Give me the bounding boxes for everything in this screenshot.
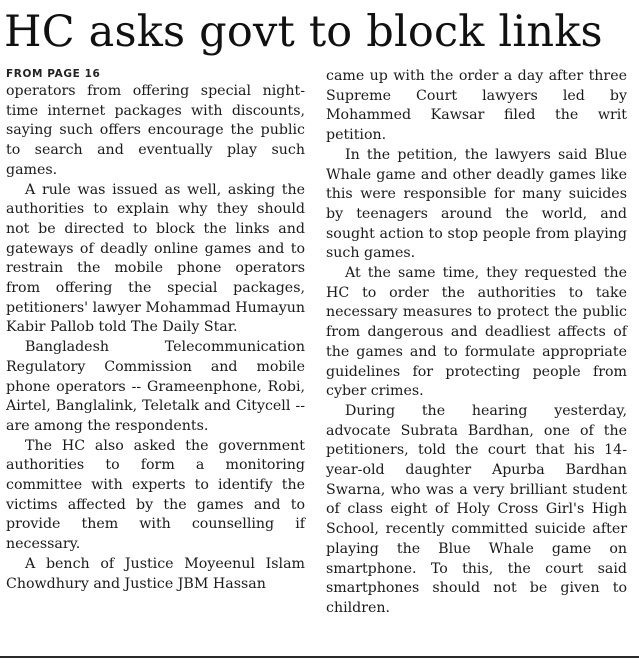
paragraph: Bangladesh Telecommunication Regulatory Commission and mobile phone operators -- Grameenphone, Robi, Airtel, Banglalink, Teletalk and Citycell -- are among the respondents.	[6, 339, 305, 434]
paragraph: A rule was issued as well, asking the authorities to explain why they should not be directed to block the links and gateways of deadly online games and to restrain the mobile phone operators from offering the special packages, petitioners' lawyer Mohammad Humayun Kabir Pallob told The Daily Star.	[6, 181, 305, 336]
headline: HC asks govt to block links	[4, 7, 603, 57]
paragraph: The HC also asked the government authorities to form a monitoring committee with experts to identify the victims affected by the games and to provide them with counselling if necessary.	[6, 437, 305, 553]
paragraph: During the hearing yesterday, advocate Subrata Bardhan, one of the petitioners, told the court that his 14-year-old daughter Apurba Bardhan Swarna, who was a very brilliant student of class eight of Holy Cross Girl's High School, recently committed suicide after playing the Blue Whale game on smartphone. To this, the court said smartphones should not be given to children.	[326, 402, 627, 616]
paragraph: At the same time, they requested the HC to order the authorities to take necessary measures to protect the public from dangerous and deadliest affects of the games and to formulate appropriate guidelines for protecting people from cyber crimes.	[326, 265, 627, 400]
bottom-rule	[0, 656, 639, 658]
continued-from-label: FROM PAGE 16	[6, 68, 101, 80]
paragraph: In the petition, the lawyers said Blue Whale game and other deadly games like this were responsible for many suicides by teenagers around the world, and sought action to stop people from playing such games.	[326, 146, 627, 262]
paragraph: operators from offering special night-time internet packages with discounts, saying such offers encourage the public to search and eventually play such games.	[6, 83, 305, 178]
article-column-left	[6, 66, 305, 594]
paragraph: A bench of Justice Moyeenul Islam Chowdhury and Justice JBM Hassan	[6, 555, 305, 592]
paragraph: came up with the order a day after three Supreme Court lawyers led by Mohammed Kawsar filed the writ petition.	[326, 68, 627, 144]
article-column-right	[326, 67, 627, 619]
